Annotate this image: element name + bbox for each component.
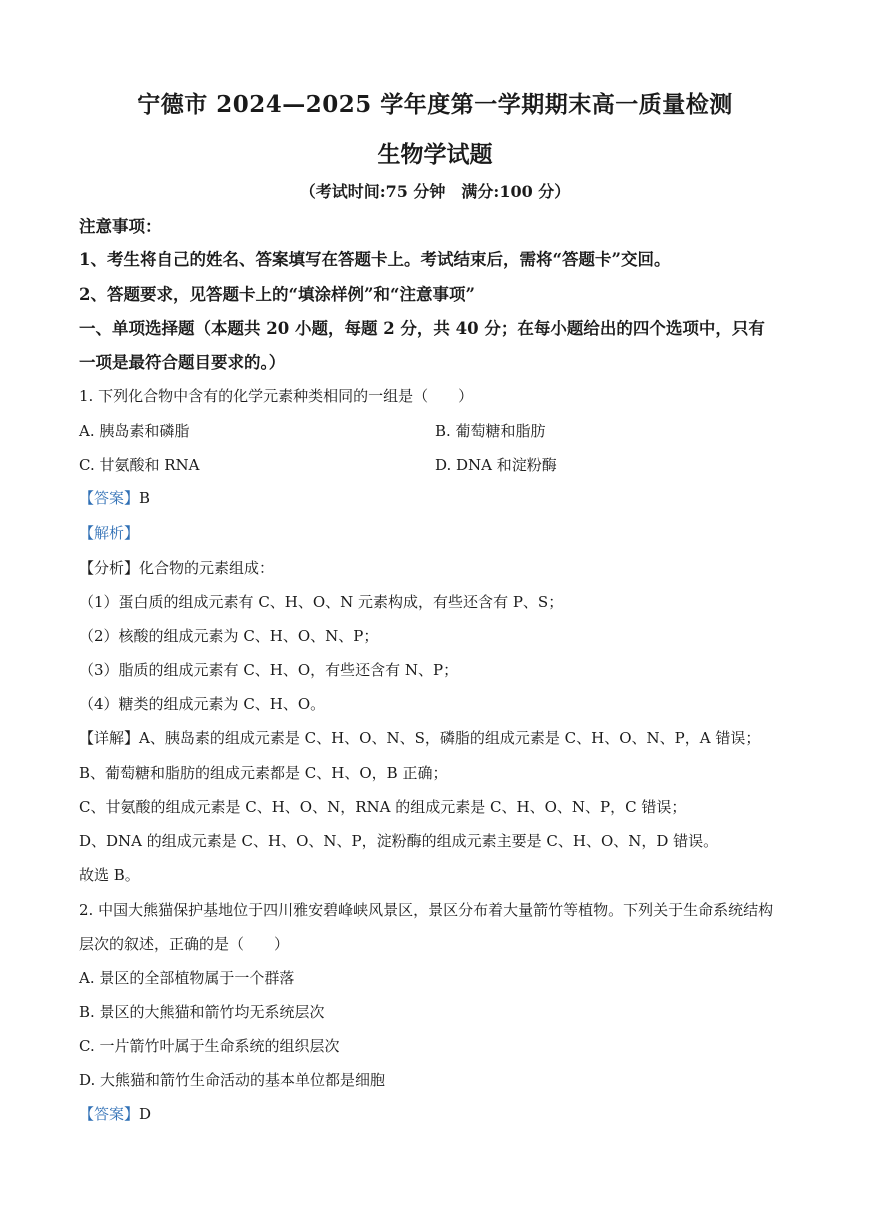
q1-detail-line bbox=[79, 727, 760, 748]
q1-analysis-tag: 【解析】 bbox=[79, 524, 140, 542]
q1-conclusion: 故选 B。 bbox=[79, 866, 140, 884]
q1-detail-d: D、DNA 的组成元素是 C、H、O、N、P，淀粉酶的组成元素主要是 C、H、O、N，D 错误。 bbox=[79, 832, 719, 850]
q2-stem-line-2: 层次的叙述，正确的是（ ） bbox=[79, 935, 290, 953]
q2-answer-line bbox=[79, 1103, 151, 1124]
detail-tag: 【详解】 bbox=[79, 729, 140, 747]
q1-answer-line bbox=[79, 487, 150, 508]
answer-tag: 【答案】 bbox=[79, 489, 140, 507]
q2-option-c: C. 一片箭竹叶属于生命系统的组织层次 bbox=[79, 1037, 340, 1055]
q1-option-a: A. 胰岛素和磷脂 bbox=[79, 422, 190, 440]
q1-fenxi-line bbox=[79, 557, 274, 578]
answer-tag: 【答案】 bbox=[79, 1105, 140, 1123]
q1-answer: B bbox=[139, 489, 151, 507]
notice-item-2: 2、答题要求，见答题卡上的“填涂样例”和“注意事项” bbox=[79, 285, 475, 304]
q2-option-d: D. 大熊猫和箭竹生命活动的基本单位都是细胞 bbox=[79, 1071, 386, 1089]
q1-option-c: C. 甘氨酸和 RNA bbox=[79, 456, 200, 474]
section-heading-line-2: 一项是最符合题目要求的。） bbox=[79, 353, 286, 372]
q2-option-a: A. 景区的全部植物属于一个群落 bbox=[79, 969, 295, 987]
q1-fenxi: 化合物的元素组成： bbox=[139, 559, 275, 577]
q1-fenxi-2: （2）核酸的组成元素为 C、H、O、N、P； bbox=[79, 627, 379, 645]
exam-info: （考试时间:75 分钟 满分:100 分） bbox=[299, 182, 571, 201]
q1-option-b: B. 葡萄糖和脂肪 bbox=[435, 422, 546, 440]
notice-item-1: 1、考生将自己的姓名、答案填写在答题卡上。考试结束后，需将“答题卡”交回。 bbox=[79, 250, 671, 269]
notice-heading: 注意事项： bbox=[79, 217, 162, 236]
page-title: 宁德市 2024—2025 学年度第一学期期末高一质量检测 bbox=[137, 91, 733, 118]
page-subtitle: 生物学试题 bbox=[377, 141, 493, 168]
fenxi-tag: 【分析】 bbox=[79, 559, 140, 577]
q1-detail-a: A、胰岛素的组成元素是 C、H、O、N、S，磷脂的组成元素是 C、H、O、N、P，A 错误； bbox=[139, 729, 761, 747]
q1-detail-b: B、葡萄糖和脂肪的组成元素都是 C、H、O，B 正确； bbox=[79, 764, 448, 782]
q2-answer: D bbox=[139, 1105, 152, 1123]
section-heading-line-1: 一、单项选择题（本题共 20 小题，每题 2 分，共 40 分；在每小题给出的四个选项中，只有 bbox=[79, 319, 765, 338]
q1-detail-c: C、甘氨酸的组成元素是 C、H、O、N，RNA 的组成元素是 C、H、O、N、P，C 错误； bbox=[79, 798, 687, 816]
q1-option-d: D. DNA 和淀粉酶 bbox=[435, 456, 557, 474]
q2-stem-line-1: 2. 中国大熊猫保护基地位于四川雅安碧峰峡风景区，景区分布着大量箭竹等植物。下列关于生命系统结构 bbox=[79, 901, 774, 919]
q2-option-b: B. 景区的大熊猫和箭竹均无系统层次 bbox=[79, 1003, 325, 1021]
q1-fenxi-3: （3）脂质的组成元素有 C、H、O，有些还含有 N、P； bbox=[79, 661, 459, 679]
q1-stem: 1. 下列化合物中含有的化学元素种类相同的一组是（ ） bbox=[79, 387, 474, 405]
q1-fenxi-1: （1）蛋白质的组成元素有 C、H、O、N 元素构成，有些还含有 P、S； bbox=[79, 593, 564, 611]
q1-fenxi-4: （4）糖类的组成元素为 C、H、O。 bbox=[79, 695, 326, 713]
